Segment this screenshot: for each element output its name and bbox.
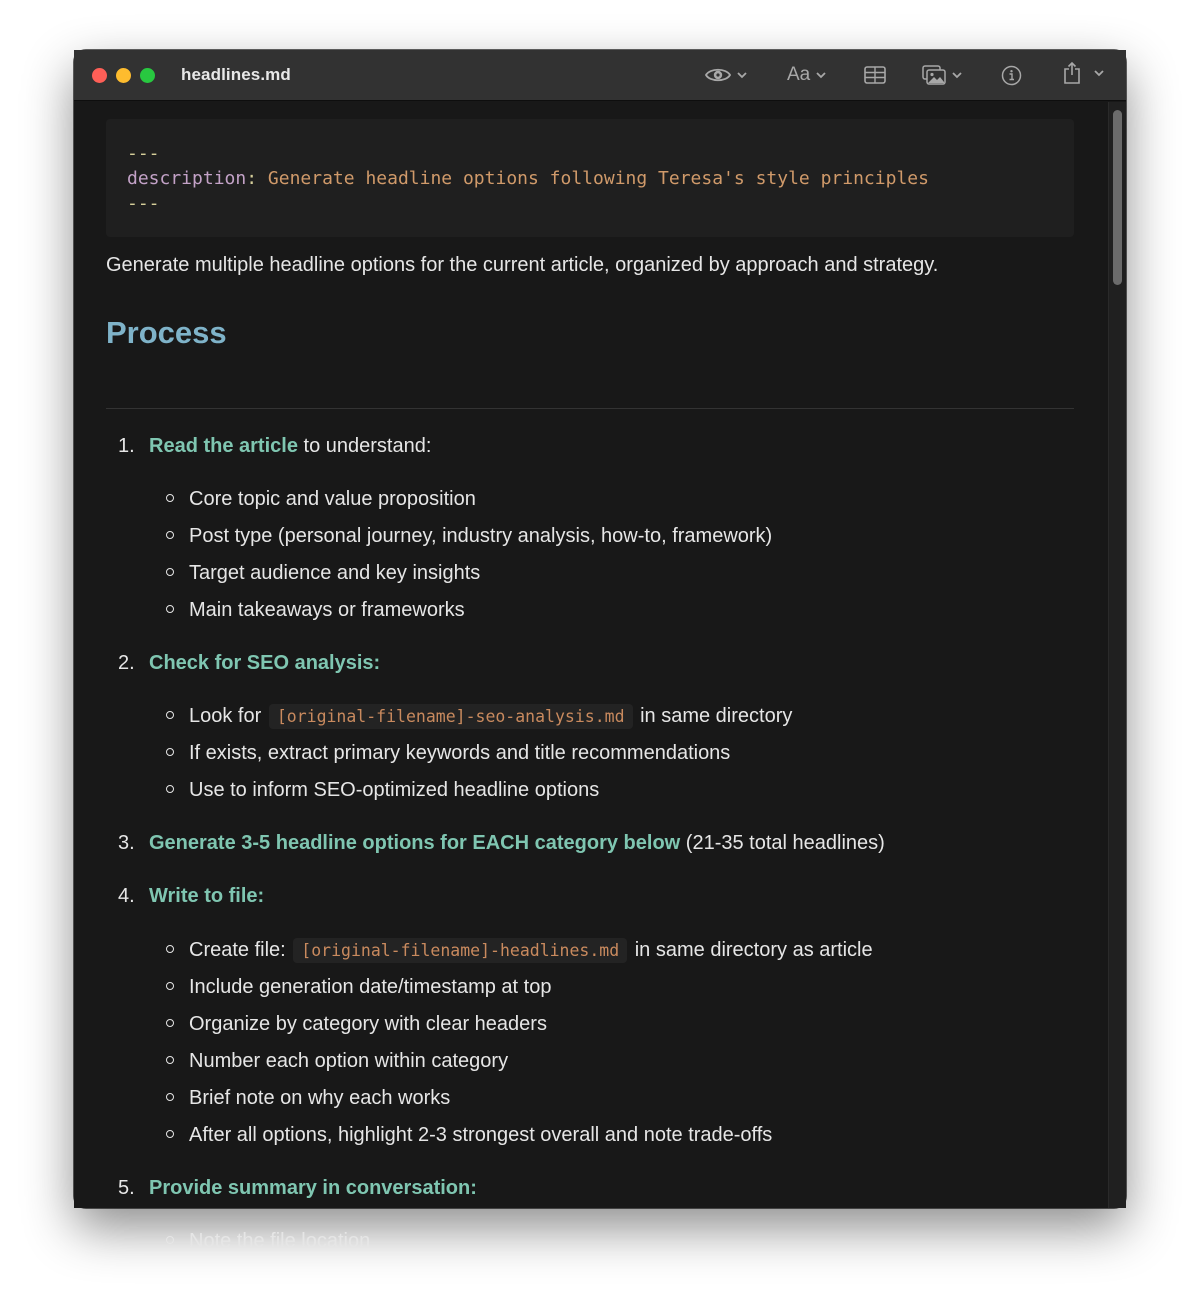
info-icon bbox=[1001, 65, 1022, 86]
frontmatter-key: description bbox=[127, 168, 247, 189]
bullet-icon bbox=[166, 568, 174, 576]
list-item bbox=[166, 1085, 450, 1111]
frontmatter-open: --- bbox=[127, 143, 160, 164]
bullet-icon bbox=[166, 1130, 174, 1138]
list-item-text: Look for bbox=[189, 705, 262, 727]
inline-code: [original-filename]-seo-analysis.md bbox=[269, 704, 633, 729]
bullet-icon bbox=[166, 785, 174, 793]
info-button[interactable] bbox=[1001, 60, 1022, 90]
table-icon bbox=[864, 66, 886, 84]
step-title: Read the article bbox=[149, 435, 298, 457]
list-item-text: Target audience and key insights bbox=[189, 562, 481, 584]
list-item bbox=[166, 703, 792, 730]
bullet-icon bbox=[166, 748, 174, 756]
frontmatter-line bbox=[127, 166, 1074, 191]
frontmatter-separator: : bbox=[246, 168, 258, 189]
inline-code: [original-filename]-headlines.md bbox=[293, 938, 627, 963]
list-item-text: in same directory bbox=[640, 705, 793, 727]
bullet-icon bbox=[166, 945, 174, 953]
step-item bbox=[118, 830, 885, 856]
table-button[interactable] bbox=[864, 60, 886, 90]
zoom-button[interactable] bbox=[140, 68, 155, 83]
scrollbar-thumb[interactable] bbox=[1113, 110, 1122, 285]
list-item-text: If exists, extract primary keywords and title recommendations bbox=[189, 742, 731, 764]
frontmatter-value: Generate headline options following Teresa's style principles bbox=[267, 168, 929, 189]
vertical-scrollbar[interactable] bbox=[1108, 102, 1126, 1208]
bullet-icon bbox=[166, 605, 174, 613]
bullet-icon bbox=[166, 494, 174, 502]
step-title: Write to file: bbox=[149, 885, 265, 907]
document-preview bbox=[74, 102, 1108, 1252]
bullet-icon bbox=[166, 1019, 174, 1027]
section-heading: Process bbox=[106, 315, 227, 350]
list-item bbox=[166, 974, 551, 1000]
list-item bbox=[166, 1011, 547, 1037]
list-item-text: After all options, highlight 2-3 strongest overall and note trade-offs bbox=[189, 1124, 773, 1146]
image-icon bbox=[922, 65, 946, 85]
step-item bbox=[118, 1175, 477, 1201]
list-item-text: Number each option within category bbox=[189, 1050, 509, 1072]
eye-icon bbox=[705, 66, 731, 84]
bullet-icon bbox=[166, 711, 174, 719]
font-button[interactable] bbox=[787, 60, 826, 90]
list-item bbox=[166, 486, 476, 512]
share-icon bbox=[1062, 61, 1082, 85]
list-item-text: Organize by category with clear headers bbox=[189, 1013, 547, 1035]
heading-divider bbox=[106, 408, 1074, 409]
title-bar bbox=[74, 50, 1126, 101]
step-title: Generate 3-5 headline options for EACH category below bbox=[149, 832, 681, 854]
step-text: to understand: bbox=[297, 435, 432, 457]
step-item bbox=[118, 883, 264, 909]
list-item-text: Use to inform SEO-optimized headline options bbox=[189, 779, 600, 801]
window-title: headlines.md bbox=[181, 65, 291, 84]
step-title: Check for SEO analysis: bbox=[149, 652, 381, 674]
bullet-icon bbox=[166, 1093, 174, 1101]
bullet-icon bbox=[166, 531, 174, 539]
share-button[interactable] bbox=[1062, 58, 1104, 88]
step-text: (21-35 total headlines) bbox=[680, 832, 885, 854]
list-item-text: Main takeaways or frameworks bbox=[189, 599, 465, 621]
window-controls bbox=[92, 68, 155, 83]
step-title: Provide summary in conversation: bbox=[149, 1177, 477, 1199]
list-item bbox=[166, 560, 480, 586]
list-item-text: in same directory as article bbox=[634, 939, 873, 961]
preview-mode-button[interactable] bbox=[705, 60, 747, 90]
bullet-icon bbox=[166, 982, 174, 990]
chevron-down-icon bbox=[1094, 70, 1104, 77]
list-item bbox=[166, 1228, 370, 1254]
list-item bbox=[166, 937, 873, 964]
list-item-text: Brief note on why each works bbox=[189, 1087, 451, 1109]
step-item bbox=[118, 650, 380, 676]
list-item-text: Note the file location bbox=[189, 1230, 371, 1252]
frontmatter-block bbox=[106, 119, 1074, 237]
list-item bbox=[166, 740, 730, 766]
list-item-text: Core topic and value proposition bbox=[189, 488, 476, 510]
step-number: 2. bbox=[118, 652, 135, 674]
intro-paragraph: Generate multiple headline options for the current article, organized by approach and strategy. bbox=[106, 254, 939, 276]
chevron-down-icon bbox=[816, 72, 826, 79]
list-item bbox=[166, 597, 465, 623]
bullet-icon bbox=[166, 1056, 174, 1064]
bullet-icon bbox=[166, 1236, 174, 1244]
chevron-down-icon bbox=[952, 72, 962, 79]
step-number: 1. bbox=[118, 435, 135, 457]
list-item bbox=[166, 1122, 772, 1148]
list-item bbox=[166, 1048, 508, 1074]
chevron-down-icon bbox=[737, 72, 747, 79]
app-window bbox=[74, 50, 1126, 1252]
list-item-text: Include generation date/timestamp at top bbox=[189, 976, 552, 998]
step-number: 4. bbox=[118, 885, 135, 907]
insert-image-button[interactable] bbox=[922, 60, 962, 90]
step-number: 3. bbox=[118, 832, 135, 854]
list-item bbox=[166, 777, 599, 803]
list-item bbox=[166, 523, 772, 549]
close-button[interactable] bbox=[92, 68, 107, 83]
font-icon: Aa bbox=[787, 64, 811, 85]
step-item bbox=[118, 433, 431, 459]
list-item-text: Post type (personal journey, industry analysis, how-to, framework) bbox=[189, 525, 773, 547]
frontmatter-close: --- bbox=[127, 193, 160, 214]
minimize-button[interactable] bbox=[116, 68, 131, 83]
list-item-text: Create file: bbox=[189, 939, 286, 961]
step-number: 5. bbox=[118, 1177, 135, 1199]
